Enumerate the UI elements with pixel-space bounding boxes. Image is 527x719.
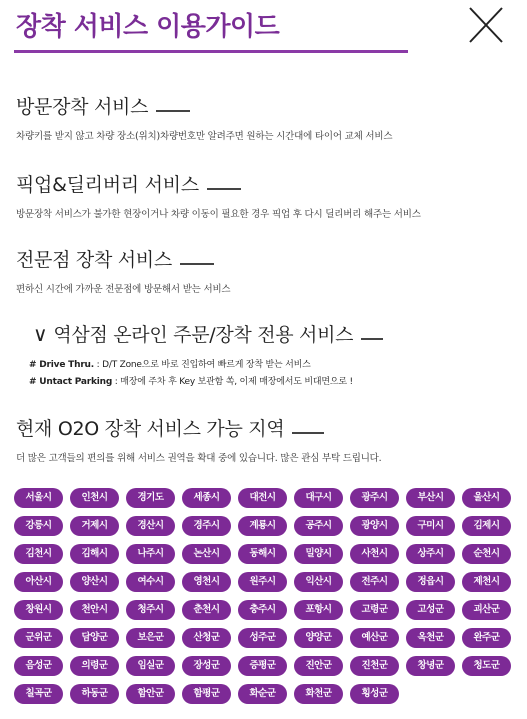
region-chip[interactable]: 원주시: [238, 572, 287, 592]
region-chip[interactable]: 포항시: [294, 600, 343, 620]
close-icon: [466, 6, 506, 44]
region-chip[interactable]: 충주시: [238, 600, 287, 620]
region-chip[interactable]: 광양시: [350, 516, 399, 536]
o2o-region-title: 현재 O2O 장착 서비스 가능 지역: [16, 418, 285, 440]
region-chip[interactable]: 화천군: [294, 684, 343, 704]
region-chip[interactable]: 아산시: [14, 572, 63, 592]
region-chip[interactable]: 진안군: [294, 656, 343, 676]
page-title: 장착 서비스 이용가이드: [16, 12, 280, 42]
region-chip[interactable]: 함안군: [126, 684, 175, 704]
region-chip[interactable]: 보은군: [126, 628, 175, 648]
station-service-title: 역삼점 온라인 주문/장착 전용 서비스: [53, 324, 354, 346]
region-chip[interactable]: 양산시: [70, 572, 119, 592]
region-chip-list: [14, 488, 519, 704]
region-chip[interactable]: 칠곡군: [14, 684, 63, 704]
untact-parking-label: # Untact Parking: [29, 377, 113, 387]
title-divider: [292, 432, 324, 434]
region-chip[interactable]: 여수시: [126, 572, 175, 592]
title-divider: [207, 188, 241, 190]
region-chip[interactable]: 진천군: [350, 656, 399, 676]
region-chip[interactable]: 순천시: [462, 544, 511, 564]
region-chip[interactable]: 하동군: [70, 684, 119, 704]
region-chip[interactable]: 청주시: [126, 600, 175, 620]
pickup-service-section: [16, 170, 421, 220]
region-chip[interactable]: 괴산군: [462, 600, 511, 620]
pickup-service-desc: 방문장착 서비스가 불가한 현장이거나 차량 이동이 필요한 경우 픽업 후 다시 딜리버리 해주는 서비스: [16, 209, 421, 220]
region-chip[interactable]: 양양군: [294, 628, 343, 648]
region-chip[interactable]: 익산시: [294, 572, 343, 592]
drive-thru-text: : D/T Zone으로 바로 진입하여 빠르게 장착 받는 서비스: [93, 360, 311, 370]
region-chip[interactable]: 공주시: [294, 516, 343, 536]
title-divider: [361, 338, 383, 340]
region-chip[interactable]: 논산시: [182, 544, 231, 564]
untact-parking-note: [29, 374, 383, 391]
region-chip[interactable]: 밀양시: [294, 544, 343, 564]
shop-service-title: 전문점 장착 서비스: [16, 249, 172, 271]
o2o-region-section: [16, 414, 381, 464]
region-chip[interactable]: 옥천군: [406, 628, 455, 648]
region-chip[interactable]: 증평군: [238, 656, 287, 676]
region-chip[interactable]: 김천시: [14, 544, 63, 564]
region-chip[interactable]: 세종시: [182, 488, 231, 508]
region-chip[interactable]: 창녕군: [406, 656, 455, 676]
region-chip[interactable]: 함평군: [182, 684, 231, 704]
region-chip[interactable]: 고령군: [350, 600, 399, 620]
region-chip[interactable]: 나주시: [126, 544, 175, 564]
region-chip[interactable]: 정읍시: [406, 572, 455, 592]
title-underline: [14, 50, 408, 53]
region-chip[interactable]: 영천시: [182, 572, 231, 592]
region-chip[interactable]: 김해시: [70, 544, 119, 564]
region-chip[interactable]: 의령군: [70, 656, 119, 676]
region-chip[interactable]: 화순군: [238, 684, 287, 704]
region-chip[interactable]: 김제시: [462, 516, 511, 536]
check-icon: ∨: [33, 322, 48, 346]
region-chip[interactable]: 사천시: [350, 544, 399, 564]
region-chip[interactable]: 경산시: [126, 516, 175, 536]
region-chip[interactable]: 산청군: [182, 628, 231, 648]
region-chip[interactable]: 부산시: [406, 488, 455, 508]
title-divider: [156, 110, 190, 112]
region-chip[interactable]: 경주시: [182, 516, 231, 536]
region-chip[interactable]: 인천시: [70, 488, 119, 508]
shop-service-section: [16, 245, 230, 295]
region-chip[interactable]: 광주시: [350, 488, 399, 508]
region-chip[interactable]: 서울시: [14, 488, 63, 508]
close-button[interactable]: [466, 6, 506, 44]
region-chip[interactable]: 예산군: [350, 628, 399, 648]
region-chip[interactable]: 담양군: [70, 628, 119, 648]
region-chip[interactable]: 동해시: [238, 544, 287, 564]
drive-thru-note: [29, 357, 383, 374]
region-chip[interactable]: 구미시: [406, 516, 455, 536]
region-chip[interactable]: 천안시: [70, 600, 119, 620]
region-chip[interactable]: 고성군: [406, 600, 455, 620]
region-chip[interactable]: 경기도: [126, 488, 175, 508]
visit-service-desc: 차량키를 받지 않고 차량 장소(위치)차량번호만 알려주면 원하는 시간대에 타이어 교체 서비스: [16, 131, 393, 142]
region-chip[interactable]: 강릉시: [14, 516, 63, 536]
pickup-service-title: 픽업&딜리버리 서비스: [16, 174, 199, 196]
region-chip[interactable]: 창원시: [14, 600, 63, 620]
region-chip[interactable]: 군위군: [14, 628, 63, 648]
visit-service-title: 방문장착 서비스: [16, 96, 149, 118]
region-chip[interactable]: 거제시: [70, 516, 119, 536]
region-chip[interactable]: 청도군: [462, 656, 511, 676]
drive-thru-label: # Drive Thru.: [29, 360, 94, 370]
region-chip[interactable]: 전주시: [350, 572, 399, 592]
region-chip[interactable]: 완주군: [462, 628, 511, 648]
region-chip[interactable]: 임실군: [126, 656, 175, 676]
station-service-section: [29, 320, 383, 391]
region-chip[interactable]: 횡성군: [350, 684, 399, 704]
region-chip[interactable]: 울산시: [462, 488, 511, 508]
region-chip[interactable]: 계룡시: [238, 516, 287, 536]
region-chip[interactable]: 대전시: [238, 488, 287, 508]
region-chip[interactable]: 상주시: [406, 544, 455, 564]
o2o-region-desc: 더 많은 고객들의 편의를 위해 서비스 권역을 확대 중에 있습니다. 많은 관심 부탁 드립니다.: [16, 453, 382, 464]
region-chip[interactable]: 음성군: [14, 656, 63, 676]
region-chip[interactable]: 장성군: [182, 656, 231, 676]
region-chip[interactable]: 대구시: [294, 488, 343, 508]
title-divider: [180, 263, 214, 265]
region-chip[interactable]: 성주군: [238, 628, 287, 648]
region-chip[interactable]: 춘천시: [182, 600, 231, 620]
region-chip[interactable]: 제천시: [462, 572, 511, 592]
untact-parking-text: : 매장에 주차 후 Key 보관함 쏙, 이제 매장에서도 비대면으로 !: [112, 377, 353, 387]
shop-service-desc: 편하신 시간에 가까운 전문점에 방문해서 받는 서비스: [16, 284, 231, 295]
visit-service-section: [16, 92, 392, 142]
